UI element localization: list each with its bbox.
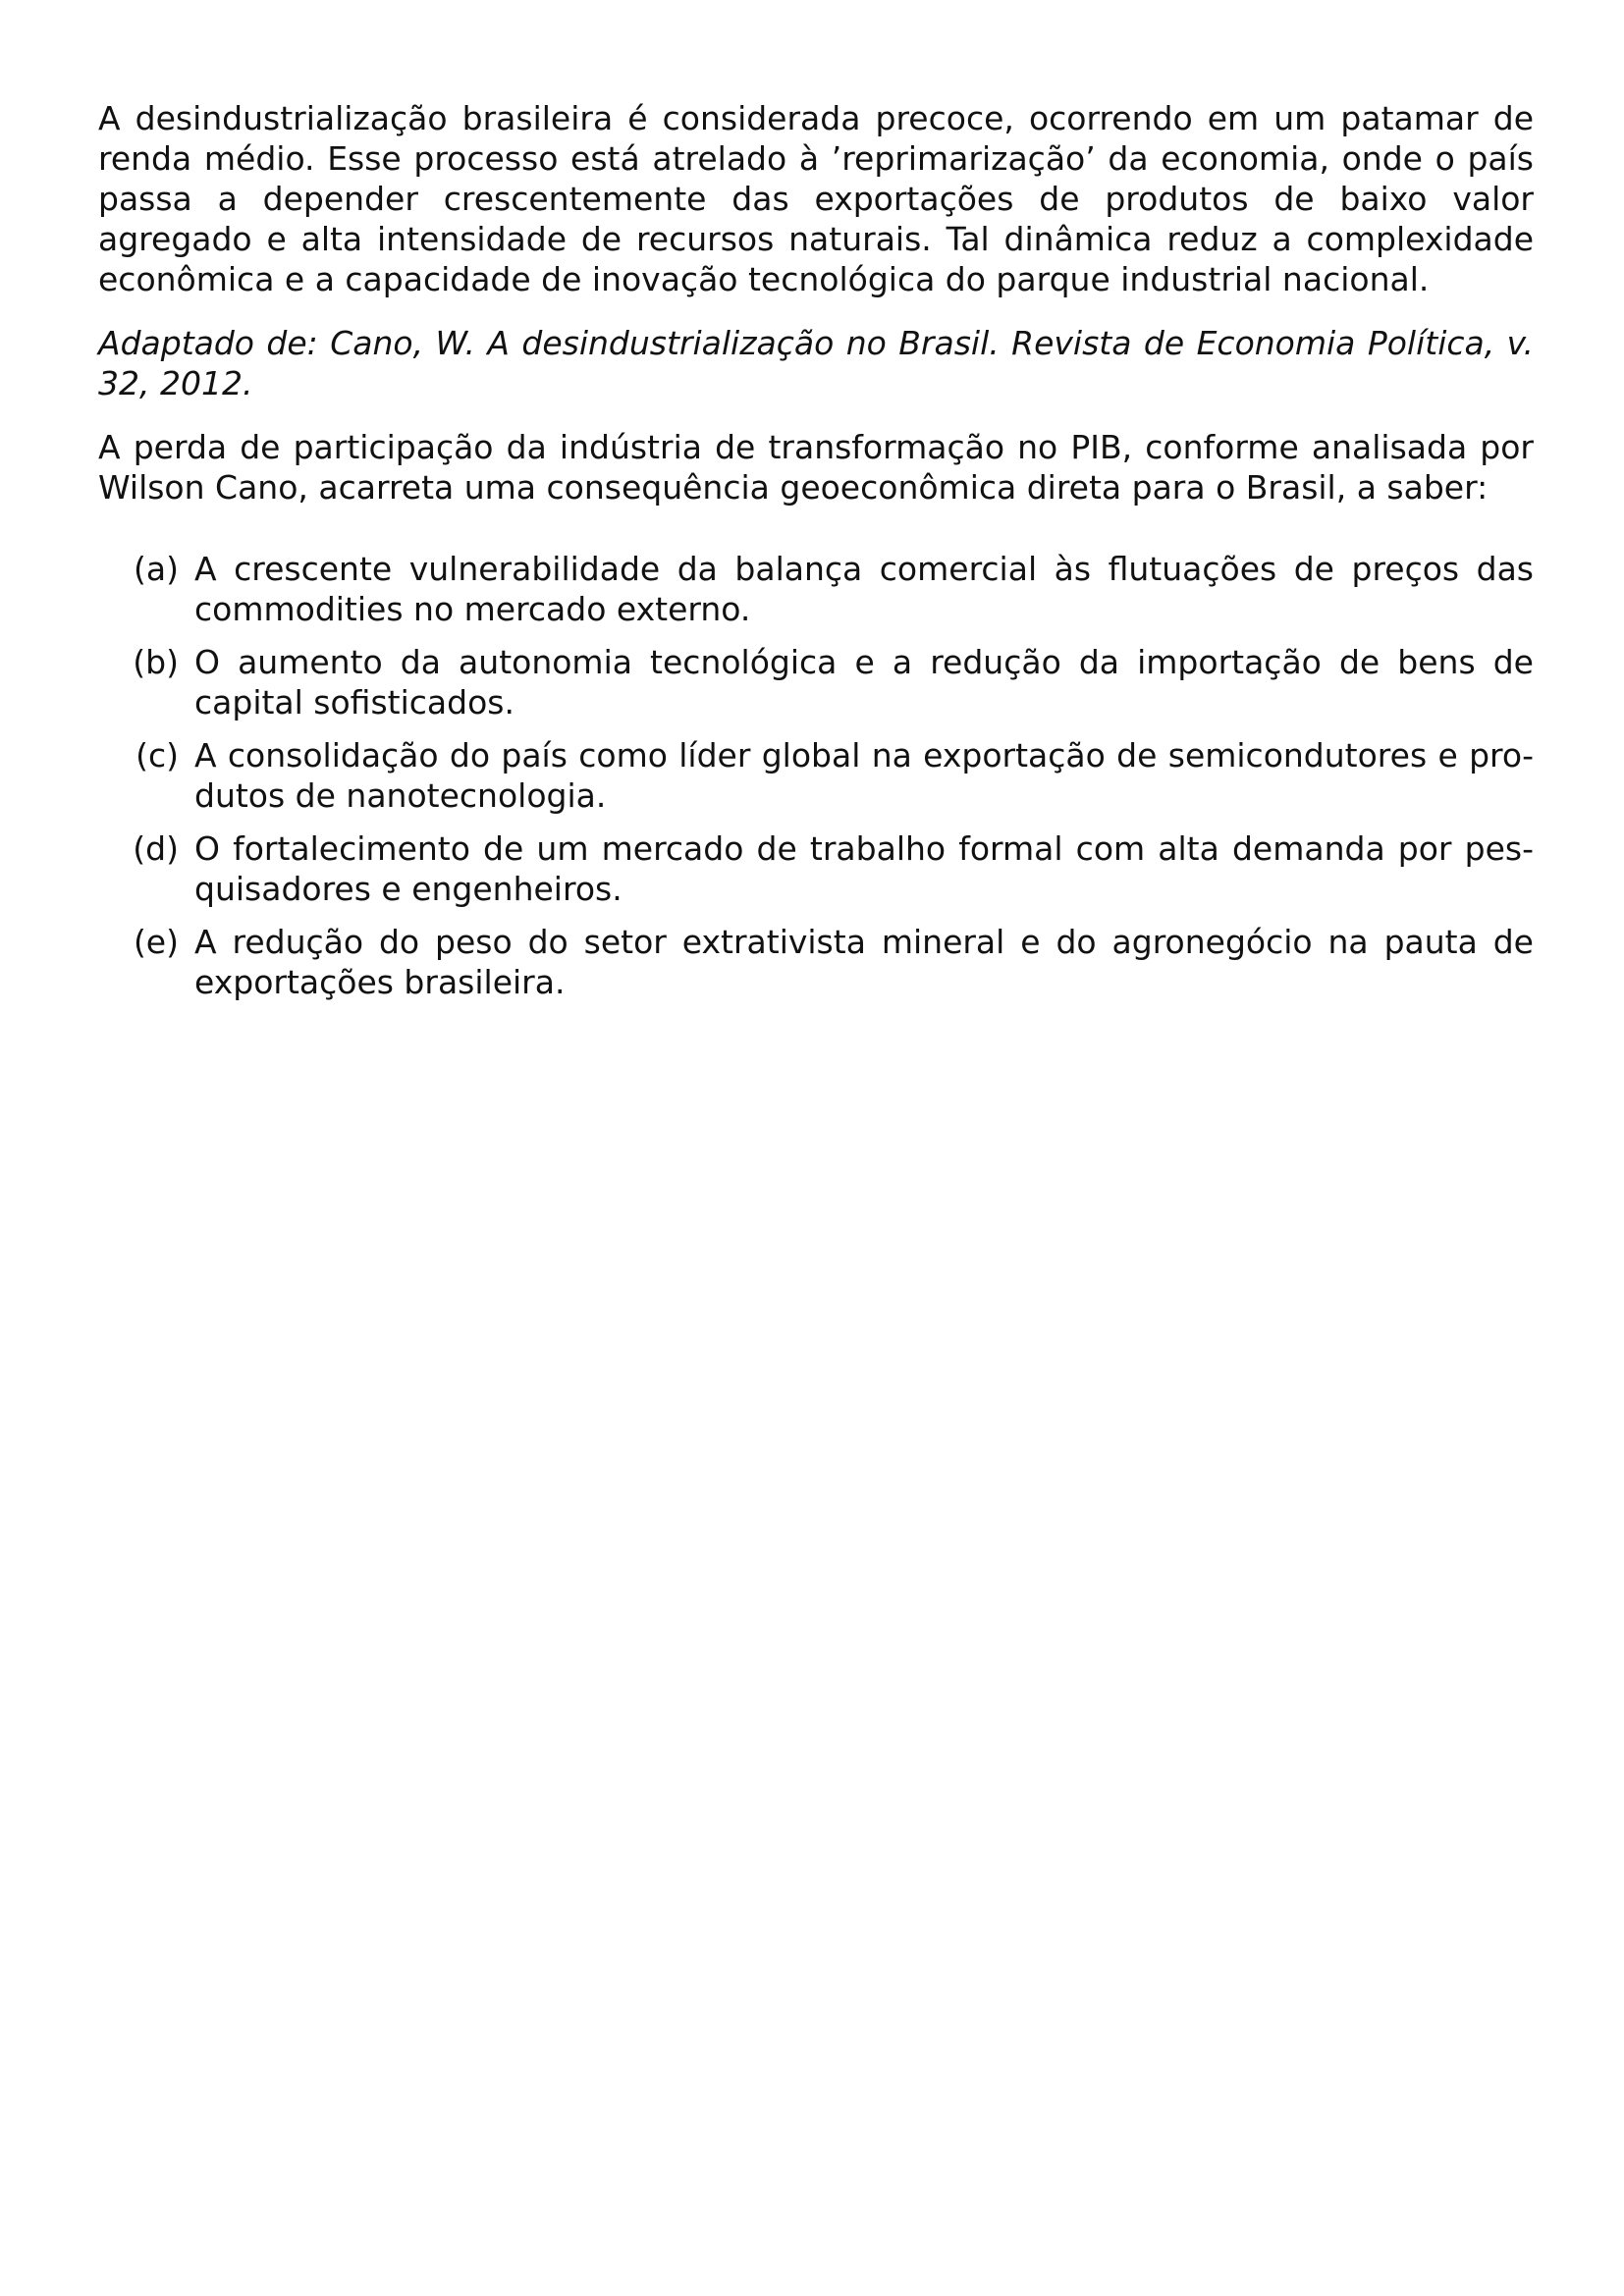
option-a xyxy=(98,549,1534,629)
option-letter: (c) xyxy=(135,736,179,774)
option-letter: (b) xyxy=(133,643,179,681)
option-text: A consolidação do país como líder global na exportação de semicondutores e produtos de nanotecnologia. xyxy=(194,736,1534,815)
option-letter: (e) xyxy=(133,923,179,961)
passage-paragraph: A desindustrialização brasileira é considerada precoce, ocorrendo em um patamar de renda médio. Esse processo está atrelado à ’reprimarização’ da economia, onde o país passa a depender crescentemente das exportações de produtos de baixo valor agregado e alta intensidade de recursos naturais. Tal dinâmica reduz a complexidade econômica e a capacidade de inovação tecnológica do parque industrial nacional. xyxy=(98,99,1534,298)
option-letter: (a) xyxy=(134,550,179,588)
question-prompt: A perda de participação da indústria de transformação no PIB, conforme analisada por Wilson Cano, acarreta uma consequência geoeconômica direta para o Brasil, a saber: xyxy=(98,428,1534,507)
answer-options xyxy=(98,549,1534,1002)
document-page xyxy=(98,98,1534,1015)
option-text: O aumento da autonomia tecnológica e a redução da importação de bens de capital sofisticados. xyxy=(194,643,1534,721)
option-letter: (d) xyxy=(133,829,179,868)
option-text: O fortalecimento de um mercado de trabalho formal com alta demanda por pesquisadores e engenheiros. xyxy=(194,829,1534,908)
option-e xyxy=(98,922,1534,1002)
option-text: A crescente vulnerabilidade da balança comercial às flutuações de preços das commodities no mercado externo. xyxy=(194,550,1534,628)
option-d xyxy=(98,828,1534,909)
option-text: A redução do peso do setor extrativista mineral e do agronegócio na pauta de exportações brasileira. xyxy=(194,923,1534,1001)
option-c xyxy=(98,735,1534,816)
passage-citation: Adaptado de: Cano, W. A desindustrialização no Brasil. Revista de Economia Política, v. 32, 2012. xyxy=(98,324,1534,402)
option-b xyxy=(98,642,1534,722)
